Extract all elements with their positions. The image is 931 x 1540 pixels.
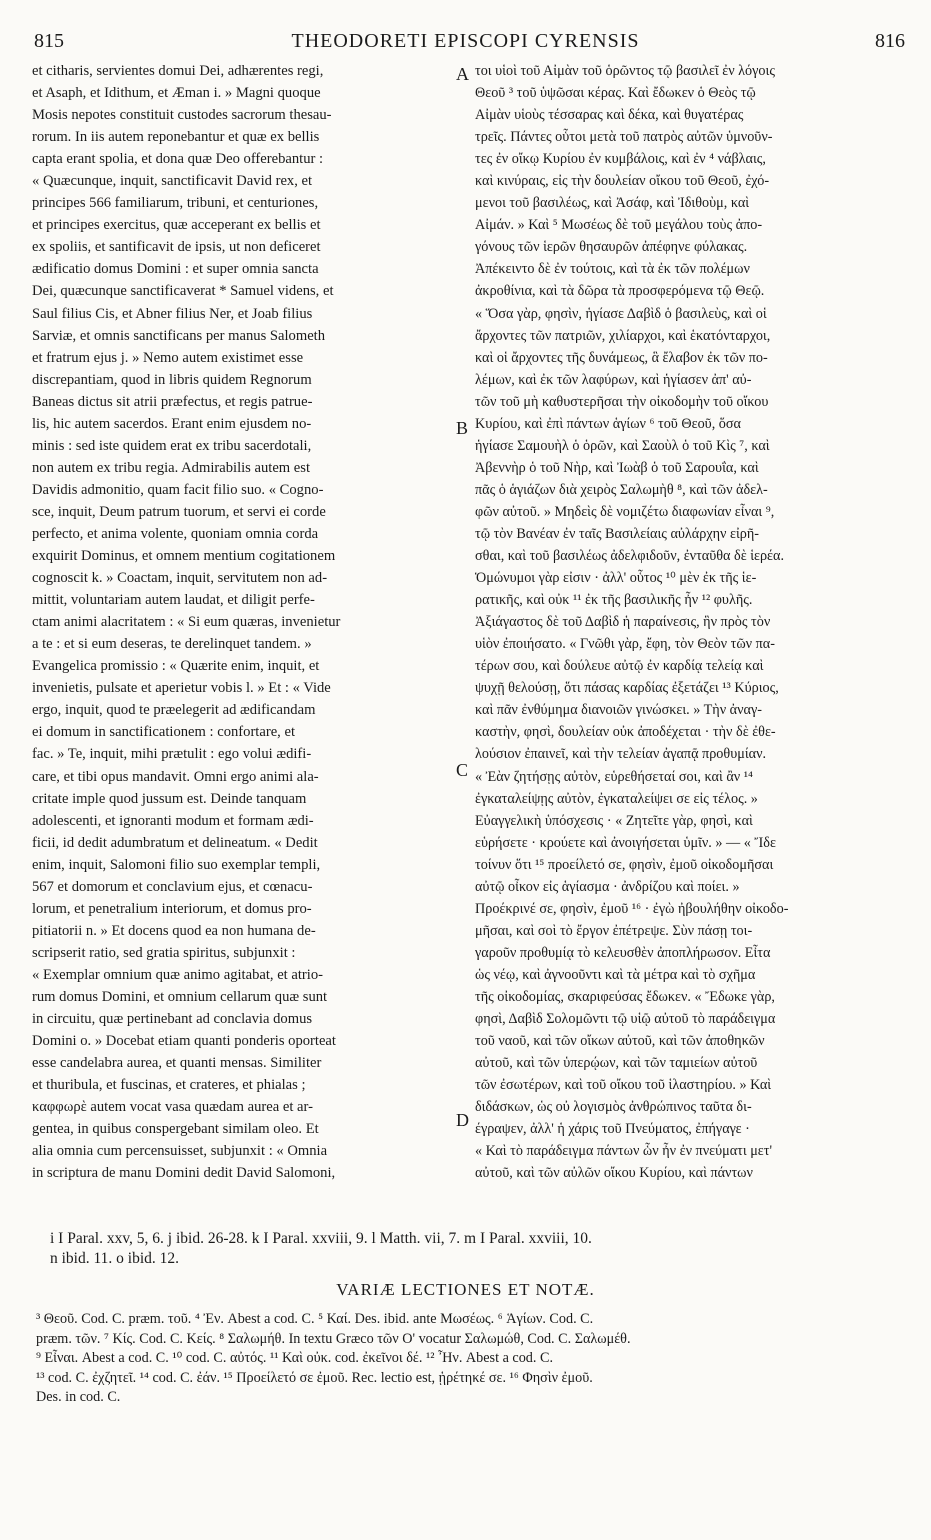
greek-text-line: Θεοῦ ³ τοῦ ὑψῶσαι κέρας. Καὶ ἔδωκεν ὁ Θεὸς τῷ (475, 85, 756, 102)
latin-text-line: Baneas dictus sit atrii præfectus, et regis patrue- (32, 393, 313, 410)
latin-text-line: Domini o. » Docebat etiam quanti ponderis oporteat (32, 1033, 336, 1050)
latin-text-line: a te : et si eum deseras, te derelinquet tandem. » (32, 636, 312, 653)
greek-text-line: ρατικῆς, καὶ οὐκ ¹¹ ἐκ τῆς βασιλικῆς ἦν ¹² φυλῆς. (475, 592, 753, 609)
latin-text-line: enim, inquit, Salomoni filio suo exemplar templi, (32, 856, 321, 873)
latin-text-line: rorum. In iis autem reponebantur et quæ ex bellis (32, 129, 320, 146)
latin-text-line: scripserit ratio, sed gratia spiritus, subjunxit : (32, 944, 296, 961)
scripture-references (50, 1229, 910, 1269)
greek-text-line: εὑρήσετε · κρούετε καὶ ἀνοιγήσεται ὑμῖν. » — « Ἴδε (475, 834, 776, 851)
latin-text-line: mittit, voluntariam autem laudat, et diligit perfe- (32, 592, 315, 609)
latin-text-line: perfecto, et anima volente, quoniam omnia corda (32, 525, 319, 542)
greek-text-line: Ἀξιάγαστος δὲ τοῦ Δαβὶδ ἡ παραίνεσις, ἣν πρὸς τὸν (475, 614, 771, 631)
greek-text-line: Εὐαγγελικὴ ὑπόσχεσις · « Ζητεῖτε γὰρ, φησὶ, καὶ (475, 812, 753, 829)
greek-text-line: πᾶς ὁ ἁγιάζων διὰ χειρὸς Σαλωμὴθ ⁸, καὶ τῶν ἀδελ- (475, 481, 768, 498)
latin-text-line: « Quæcunque, inquit, sanctificavit David rex, et (32, 173, 313, 190)
latin-text-line: non autem ex tribu regia. Admirabilis autem est (32, 459, 311, 476)
greek-text-line: γόνους τῶν ἱερῶν θησαυρῶν ἀπέφηνε φύλακας. (475, 239, 748, 256)
latin-text-line: principes 566 familiarum, tribuni, et centuriones, (32, 195, 319, 212)
greek-text-line: γαροῦν προθυμίᾳ τὸ κελευσθὲν ἀποπλήρωσον. Εἶτα (475, 944, 771, 961)
latin-text-line: capta erant spolia, et dona quæ Deo offerebantur : (32, 151, 324, 168)
greek-text-line: ἡγίασε Σαμουὴλ ὁ ὁρῶν, καὶ Σαοὺλ ὁ τοῦ Κὶς ⁷, καὶ (475, 437, 770, 454)
latin-text-line: ex spoliis, et santificavit de ipsis, ut non deficeret (32, 239, 321, 256)
greek-text-line: αὐτῷ οἶκον εἰς ἁγίασμα · ἀνδρίζου καὶ ποίει. » (475, 878, 740, 895)
greek-text-line: τοίνυν ὅτι ¹⁵ προείλετό σε, φησὶν, ἐμοῦ οἰκοδομῆσαι (475, 856, 774, 873)
greek-text-line: Προέκρινέ σε, φησὶν, ἐμοῦ ¹⁶ · ἐγὼ ἠβουλήθην οἰκοδο- (475, 900, 789, 917)
greek-text-line: τῆς οἰκοδομίας, σκαριφεύσας ἔδωκεν. « Ἔδωκε γὰρ, (475, 988, 775, 1005)
greek-text-line: ψυχῇ θελούσῃ, ὅτι πάσας καρδίας ἐξετάζει ¹³ Κύριος, (475, 680, 779, 697)
greek-text-line: τῶν ἐσωτέρων, καὶ τοῦ οἴκου τοῦ ἱλαστηρίου. » Καὶ (475, 1077, 772, 1094)
greek-text-line: Κυρίου, καὶ ἐπὶ πάντων ἁγίων ⁶ τοῦ Θεοῦ, ὅσα (475, 415, 741, 432)
greek-text-line: αὐτοῦ, καὶ τῶν αὐλῶν οἴκου Κυρίου, καὶ πάντων (475, 1165, 753, 1182)
latin-text-line: in scriptura de manu Domini dedit David Salomoni, (32, 1165, 336, 1182)
greek-text-line: τῷ τὸν Βανέαν ἐν ταῖς Βασιλείαις αὐλάρχην εἰρῆ- (475, 525, 759, 542)
latin-text-line: et fratrum ejus j. » Nemo autem existimet esse (32, 349, 304, 366)
latin-text-line: pitiatorii n. » Et docens quod ea non humana de- (32, 922, 316, 939)
latin-text-line: rum domus Domini, et omnium cellarum quæ sunt (32, 988, 328, 1005)
latin-text-line: 567 et domorum et conclavium ejus, et cœnacu- (32, 878, 313, 895)
latin-text-line: invenietis, pulsate et aperietur vobis l. » Et : « Vide (32, 680, 331, 697)
latin-text-line: gentea, in quibus conspergebant similam oleo. Et (32, 1121, 319, 1138)
latin-text-line: « Exemplar omnium quæ animo agitabat, et atrio- (32, 966, 323, 983)
latin-text-line: Saul filius Cis, et Abner filius Ner, et Joab filius (32, 305, 313, 322)
greek-text-line: « Ἐὰν ζητήσῃς αὐτὸν, εὑρεθήσεταί σοι, καὶ ἂν ¹⁴ (475, 768, 753, 785)
greek-text-line: λέμων, καὶ ἐκ τῶν λαφύρων, καὶ ἡγίασεν ἀπ' αὐ- (475, 371, 752, 388)
greek-text-line: υἱὸν ἐποιήσατο. « Γνῶθι γὰρ, ἔφη, τὸν Θεὸν τῶν πα- (475, 636, 775, 653)
greek-text-line: καστὴν, φησὶ, δουλείαν οὐκ ἀποδέχεται · τὴν δὲ ἐθε- (475, 724, 776, 741)
latin-text-line: Dei, quæcunque sanctificaverat * Samuel videns, et (32, 283, 334, 300)
greek-text-line: αὐτοῦ, καὶ τῶν ὑπερῴων, καὶ τῶν ταμιείων αὐτοῦ (475, 1055, 758, 1072)
note-line: Des. in cod. C. (36, 1389, 121, 1405)
latin-text-line: lis, hic autem sacerdos. Erant enim ejusdem no- (32, 415, 312, 432)
greek-text-line: ἀκροθίνια, καὶ τὰ δῶρα τὰ προσφερόμενα τῷ Θεῷ. (475, 283, 765, 300)
greek-column (475, 60, 905, 1184)
greek-text-line: φησὶ, Δαβὶδ Σολομῶντι τῷ υἱῷ αὐτοῦ τὸ παράδειγμα (475, 1011, 776, 1028)
latin-text-line: minis : sed iste quidem erat ex tribu sacerdotali, (32, 437, 312, 454)
greek-text-line: καὶ κινύραις, εἰς τὴν δουλείαν οἴκου τοῦ Θεοῦ, ἐχό- (475, 173, 770, 190)
greek-text-line: « Ὅσα γὰρ, φησὶν, ἡγίασε Δαβὶδ ὁ βασιλεὺς, καὶ οἱ (475, 305, 767, 322)
latin-text-line: ficii, id dedit adumbratum et delineatum. « Dedit (32, 834, 318, 851)
reference-line: n ibid. 11. o ibid. 12. (50, 1250, 180, 1267)
greek-text-line: Αἰμάν. » Καὶ ⁵ Μωσέως δὲ τοῦ μεγάλου τοὺς ἀπο- (475, 217, 763, 234)
latin-text-line: sce, inquit, Deum patrum tuorum, et servi ei corde (32, 503, 326, 520)
latin-text-line: esse candelabra aurea, et quanti mensas. Similiter (32, 1055, 322, 1072)
latin-text-line: et principes exercitus, quæ acceperant ex bellis et (32, 217, 321, 234)
note-line: ³ Θεοῦ. Cod. C. præm. τοῦ. ⁴ Ἐν. Abest a cod. C. ⁵ Καί. Des. ibid. ante Μωσέως. ⁶ Ἁγίων. Cod. C. (36, 1311, 594, 1327)
latin-text-line: Evangelica promissio : « Quærite enim, inquit, et (32, 658, 320, 675)
greek-text-line: τοι υἱοὶ τοῦ Αἰμὰν τοῦ ὁρῶντος τῷ βασιλεῖ ἐν λόγοις (475, 63, 775, 79)
page-number-left: 815 (34, 30, 64, 52)
greek-text-line: τοῦ ναοῦ, καὶ τῶν οἴκων αὐτοῦ, καὶ τῶν ἀποθηκῶν (475, 1033, 765, 1050)
latin-text-line: lorum, et penetralium interiorum, et domus pro- (32, 900, 312, 917)
latin-text-line: ctam animi alacritatem : « Si eum quæras, invenietur (32, 614, 341, 631)
greek-text-line: Ἀβεννὴρ ὁ τοῦ Νὴρ, καὶ Ἰωὰβ ὁ τοῦ Σαρουΐα, καὶ (475, 459, 759, 476)
greek-text-line: Αἰμὰν υἱοὺς τέσσαρας καὶ δέκα, καὶ θυγατέρας (475, 107, 744, 124)
greek-text-line: ἄρχοντες τῶν πατριῶν, χιλίαρχοι, καὶ ἑκατόνταρχοι, (475, 327, 771, 344)
greek-text-line: τρεῖς. Πάντες οὗτοι μετὰ τοῦ πατρὸς αὐτῶν ὑμνοῦν- (475, 129, 773, 146)
latin-text-line: ergo, inquit, quod te præelegerit ad ædificandam (32, 702, 316, 719)
latin-text-line: care, et tibi opus mandavit. Omni ergo animi ala- (32, 768, 319, 785)
greek-text-line: μενοι τοῦ βασιλέως, καὶ Ἀσάφ, καὶ Ἰδιθοὺμ, καὶ (475, 195, 750, 212)
latin-text-line: ei domum in sanctificationem : confortare, et (32, 724, 296, 741)
page-number-right: 816 (875, 30, 905, 52)
margin-letter-a: A (456, 64, 469, 84)
latin-text-line: ædificatio domus Domini : et super omnia sancta (32, 261, 319, 278)
latin-text-line: cognoscit k. » Coactam, inquit, servitutem non ad- (32, 570, 328, 587)
margin-letter-b: B (456, 418, 469, 438)
latin-text-line: alia omnia cum percensuisset, subjunxit : « Omnia (32, 1143, 328, 1160)
latin-text-line: καφφωρὲ autem vocat vasa quædam aurea et ar- (32, 1099, 313, 1116)
greek-text-line: Ὁμώνυμοι γὰρ εἰσιν · ἀλλ' οὗτος ¹⁰ μὲν ἐκ τῆς ἱε- (475, 570, 757, 587)
latin-text-line: adolescenti, et ignoranti modum et formam ædi- (32, 812, 314, 829)
greek-text-line: φῶν αὐτοῦ. » Μηδεὶς δὲ νομιζέτω διαφωνίαν εἶναι ⁹, (475, 503, 775, 520)
latin-text-line: Mosis nepotes constituit custodes sacrorum thesau- (32, 107, 332, 124)
greek-text-line: τέρων σου, καὶ δούλευε αὐτῷ ἐν καρδίᾳ τελείᾳ καὶ (475, 658, 764, 675)
latin-text-line: in circuitu, quæ pertinebant ad conclavia domus (32, 1011, 313, 1028)
margin-letter-c: C (456, 760, 469, 780)
greek-text-line: ἐγκαταλείψῃς αὐτὸν, ἐγκαταλείψει σε εἰς τέλος. » (475, 790, 758, 807)
notes-title: VARIÆ LECTIONES ET NOTÆ. (336, 1280, 595, 1299)
latin-text-line: critate imple quod jussum est. Deinde tanquam (32, 790, 307, 807)
greek-text-line: καὶ οἱ ἄρχοντες τῆς δυνάμεως, ἃ ἔλαβον ἐκ τῶν πο- (475, 349, 768, 366)
latin-text-line: et citharis, servientes domui Dei, adhærentes regi, (32, 63, 324, 79)
latin-column (32, 60, 452, 1184)
latin-text-line: discrepantiam, quod in libris quidem Regnorum (32, 371, 312, 388)
latin-text-line: exquirit Dominus, et omnem mentium cogitationem (32, 548, 336, 565)
note-line: præm. τῶν. ⁷ Κίς. Cod. C. Κείς. ⁸ Σαλωμήθ. In textu Græco τῶν Ο' vocatur Σαλωμώθ, Cod. C. Σαλωμέθ. (36, 1330, 631, 1347)
latin-text-line: Sarviæ, et omnis sanctificans per manus Salometh (32, 327, 326, 344)
note-line: ¹³ cod. C. ἐχζητεῖ. ¹⁴ cod. C. ἐάν. ¹⁵ Προείλετό σε ἐμοῦ. Rec. lectio est, ᾑρέτηκέ σε. ¹⁶ Φησὶν ἐμοῦ. (36, 1369, 593, 1386)
greek-text-line: Ἀπέκειντο δὲ ἐν τούτοις, καὶ τὰ ἐκ τῶν πολέμων (475, 261, 750, 278)
latin-text-line: et thuribula, et fuscinas, et crateres, et phialas ; (32, 1077, 306, 1094)
greek-text-line: τες ἐν οἴκῳ Κυρίου ἐν κυμβάλοις, καὶ ἐν ⁴ νάβλαις, (475, 151, 766, 168)
greek-text-line: τῶν τοῦ μὴ καθυστερῆσαι τὴν οἰκοδομὴν τοῦ οἴκου (475, 393, 769, 410)
greek-text-line: καὶ πᾶν ἐνθύμημα διανοιῶν γινώσκει. » Τὴν ἀναγ- (475, 702, 762, 719)
greek-text-line: διδάσκων, ὡς οὐ λογισμὸς ἀνθρώπινος ταῦτα δι- (475, 1099, 752, 1116)
greek-text-line: μῆσαι, καὶ σοὶ τὸ ἔργον ἐπέτρεψε. Σὺν πάσῃ τοι- (475, 922, 753, 939)
greek-text-line: ὡς νέῳ, καὶ ἀγνοοῦντι καὶ τὰ μέτρα καὶ τὸ σχῆμα (475, 966, 756, 983)
reference-line: i I Paral. xxv, 5, 6. j ibid. 26-28. k I Paral. xxviii, 9. l Matth. vii, 7. m I Paral. xxviii, 10. (50, 1230, 592, 1247)
page-header (0, 30, 931, 54)
latin-text-line: fac. » Te, inquit, mihi prætulit : ego volui ædifi- (32, 746, 312, 763)
latin-text-line: et Asaph, et Idithum, et Æman i. » Magni quoque (32, 85, 321, 102)
variant-notes (36, 1310, 906, 1408)
margin-letter-d: D (456, 1110, 469, 1130)
greek-text-line: « Καὶ τὸ παράδειγμα πάντων ὧν ἦν ἐν πνεύματι μετ' (475, 1143, 773, 1160)
running-title: THEODORETI EPISCOPI CYRENSIS (291, 30, 640, 52)
greek-text-line: σθαι, καὶ τοῦ βασιλέως ἀδελφιδοῦν, ἐνταῦθα δὲ ἱερέα. (475, 548, 784, 565)
greek-text-line: λούσιον ἐπαινεῖ, καὶ τὴν τελείαν ἀγαπᾷ προθυμίαν. (475, 746, 767, 763)
latin-text-line: Davidis admonitio, quam facit filio suo. « Cogno- (32, 481, 324, 498)
note-line: ⁹ Εἶναι. Abest a cod. C. ¹⁰ cod. C. αὐτός. ¹¹ Καὶ οὐκ. cod. ἐκεῖνοι δέ. ¹² Ἦν. Abest a cod. C. (36, 1350, 553, 1366)
greek-text-line: έγραψεν, ἀλλ' ἡ χάρις τοῦ Πνεύματος, ἐπήγαγε · (475, 1121, 750, 1138)
